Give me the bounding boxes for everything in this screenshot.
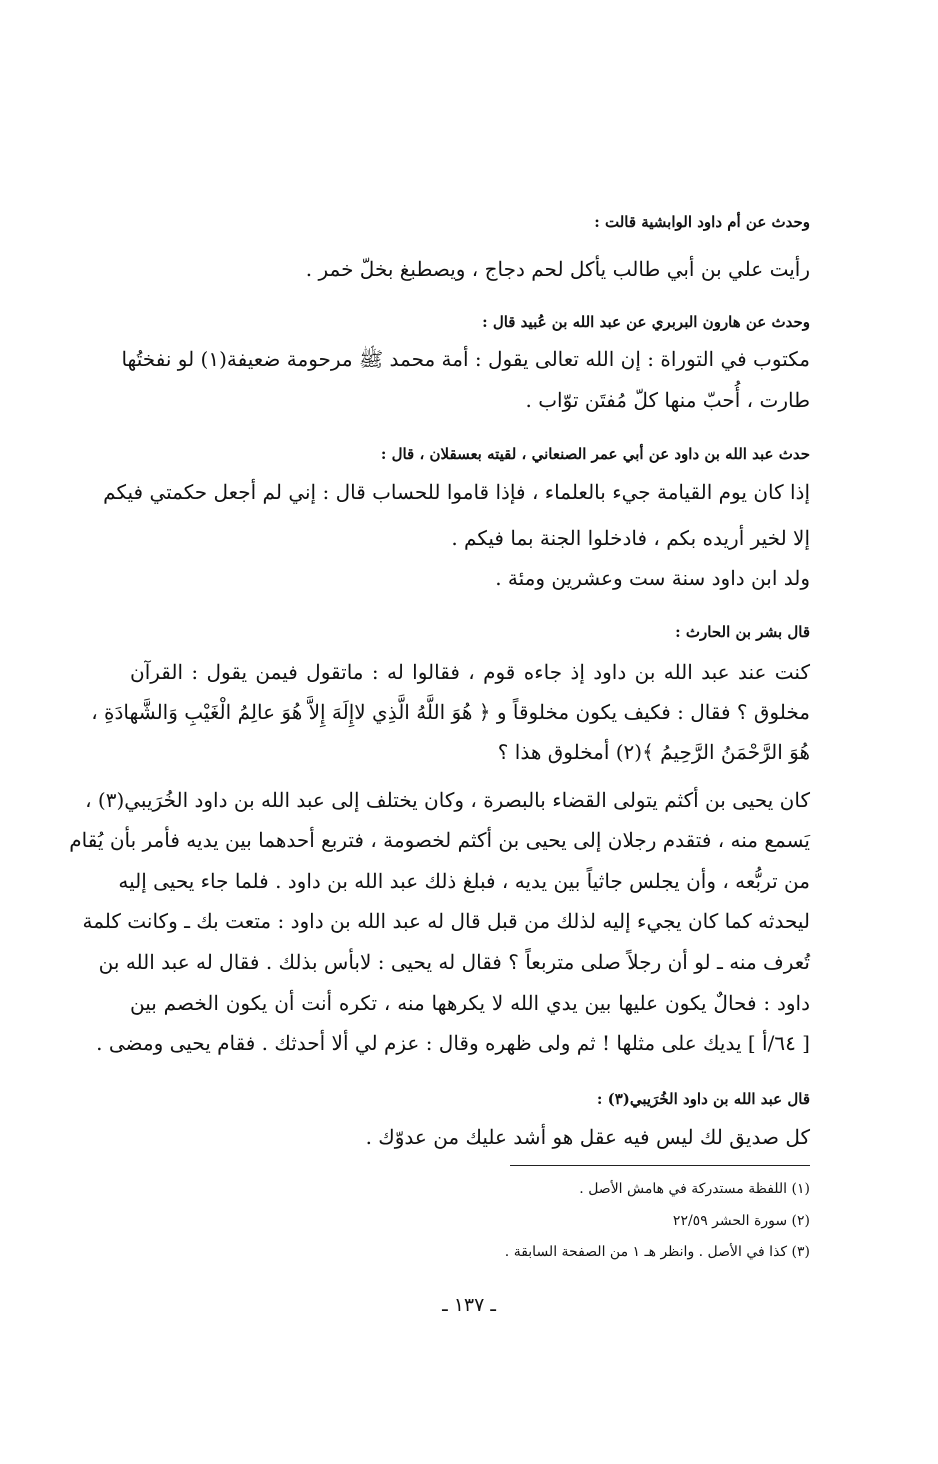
- text-line: من تربُّعه ، وأن يجلس جاثياً بين يديه ، فبلغ ذلك عبد الله بن داود . فلما جاء يحيى إليه: [118, 869, 810, 893]
- text-line: مكتوب في التوراة : إن الله تعالى يقول : أمة محمد ﷺ مرحومة ضعيفة(١) لو نفختُها: [121, 347, 810, 371]
- text-line: [ ٦٤/أ ] يديك على مثلها ! ثم ولى ظهره وقال : عزم لي ألا أحدثك . فقام يحيى ومضى .: [96, 1031, 810, 1055]
- text-line: هُوَ الرَّحْمَنُ الرَّحِيمُ ﴾(٢) أمخلوق هذا ؟: [497, 740, 810, 764]
- narration-heading-5: قال عبد الله بن داود الخُرَيبي(٣) :: [596, 1090, 810, 1108]
- text-line: رأيت علي بن أبي طالب يأكل لحم دجاج ، ويصطبغ بخلّ خمر .: [305, 257, 810, 281]
- text-line: كنت عند عبد الله بن داود إذ جاءه قوم ، فقالوا له : ماتقول فيمن يقول : القرآن: [130, 660, 810, 684]
- text-line: ليحدثه كما كان يجيء إليه لذلك من قبل قال له عبد الله بن داود : متعت بك ـ وكانت كلمة: [82, 909, 810, 933]
- text-line: طارت ، أُحبّ منها كلّ مُفتَن توّاب .: [525, 388, 810, 412]
- footnote-divider: [510, 1165, 810, 1166]
- text-line: تُعرف منه ـ لو أن رجلاً صلى متربعاً ؟ فقال له يحيى : لابأس بذلك . فقال له عبد الله بن: [98, 950, 810, 974]
- footnote-1: (١) اللفظة مستدركة في هامش الأصل .: [579, 1181, 810, 1197]
- narration-heading-2: وحدث عن هارون البربري عن عبد الله بن عُبيد قال :: [482, 313, 810, 331]
- text-line: إلا لخير أريده بكم ، فادخلوا الجنة بما فيكم .: [451, 526, 810, 550]
- footnote-3: (٣) كذا في الأصل . وانظر هـ ١ من الصفحة السابقة .: [504, 1244, 810, 1260]
- page-number: ـ ١٣٧ ـ: [442, 1294, 496, 1316]
- text-line: يَسمع منه ، فتقدم رجلان إلى يحيى بن أكثم لخصومة ، فتربع أحدهما بين يديه فأمر بأن يُقام: [69, 828, 810, 852]
- footnote-2: (٢) سورة الحشر ٢٢/٥٩: [672, 1213, 810, 1229]
- text-line: كل صديق لك ليس فيه عقل هو أشد عليك من عدوّك .: [365, 1125, 810, 1149]
- text-line: ولد ابن داود سنة ست وعشرين ومئة .: [495, 566, 810, 590]
- narration-heading-1: وحدث عن أم داود الوابشية قالت :: [594, 213, 810, 231]
- text-line: إذا كان يوم القيامة جيء بالعلماء ، فإذا قاموا للحساب قال : إني لم أجعل حكمتي فيكم: [103, 480, 810, 504]
- narration-heading-3: حدث عبد الله بن داود عن أبي عمر الصنعاني ، لقيته بعسقلان ، قال :: [380, 445, 810, 463]
- text-line: داود : فحالٌ يكون عليها بين يدي الله لا يكرهها منه ، تكره أنت أن يكون الخصم بين: [130, 991, 810, 1015]
- text-line: كان يحيى بن أكثم يتولى القضاء بالبصرة ، وكان يختلف إلى عبد الله بن داود الخُرَيبي(٣) ،: [85, 788, 810, 812]
- narration-heading-4: قال بشر بن الحارث :: [675, 623, 810, 641]
- text-line: مخلوق ؟ فقال : فكيف يكون مخلوقاً و ﴿ هُوَ اللَّهُ الَّذِي لاإِلَهَ إِلاَّ هُوَ عالِمُ الْغَيْبِ وَالشَّهادَةِ ،: [91, 700, 810, 724]
